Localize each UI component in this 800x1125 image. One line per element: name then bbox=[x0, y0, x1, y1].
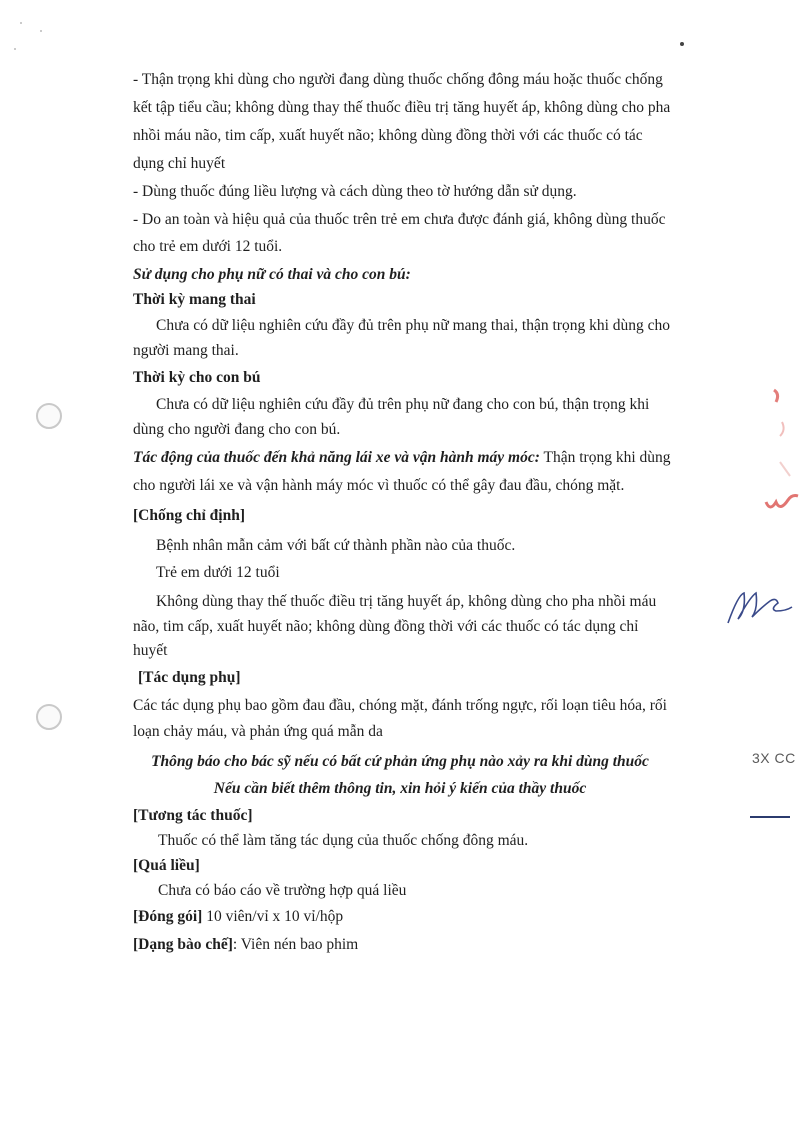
contraindication-line: huyết bbox=[133, 642, 168, 659]
pregnancy-subheading: Thời kỳ mang thai bbox=[133, 291, 256, 308]
precaution-line: kết tập tiểu cầu; không dùng thay thế thuốc điều trị tăng huyết áp, không dùng cho pha bbox=[133, 99, 671, 116]
driving-text: Thận trọng khi dùng bbox=[539, 449, 671, 466]
punch-hole-bottom bbox=[36, 704, 62, 730]
driving-heading: Tác động của thuốc đến khả năng lái xe và vận hành máy móc: bbox=[133, 449, 540, 466]
scan-speck bbox=[40, 30, 42, 32]
pregnancy-text: Chưa có dữ liệu nghiên cứu đầy đủ trên phụ nữ mang thai, thận trọng khi dùng cho bbox=[156, 317, 671, 334]
contraindication-line: Trẻ em dưới 12 tuổi bbox=[156, 564, 280, 581]
contraindication-line: Không dùng thay thế thuốc điều trị tăng huyết áp, không dùng cho pha nhồi máu bbox=[156, 593, 657, 610]
contraindication-line: não, tim cấp, xuất huyết não; không dùng đồng thời với các thuốc có tác dụng chỉ bbox=[133, 618, 639, 635]
dosage-form-line bbox=[133, 935, 358, 955]
side-effects-heading: [Tác dụng phụ] bbox=[138, 669, 241, 686]
precaution-line: dụng chỉ huyết bbox=[133, 155, 226, 172]
precaution-line: nhồi máu não, tim cấp, xuất huyết não; không dùng đồng thời với các thuốc có tác bbox=[133, 127, 643, 144]
lactation-text: dùng cho người đang cho con bú. bbox=[133, 421, 341, 438]
packaging-value: 10 viên/vỉ x 10 vỉ/hộp bbox=[202, 908, 344, 925]
overdose-heading: [Quá liều] bbox=[133, 857, 200, 874]
doctor-notice: Thông báo cho bác sỹ nếu có bất cứ phản ứng phụ nào xảy ra khi dùng thuốc bbox=[151, 753, 649, 770]
dosage-form-value: : Viên nén bao phim bbox=[232, 936, 359, 953]
interactions-text: Thuốc có thể làm tăng tác dụng của thuốc chống đông máu. bbox=[158, 832, 529, 849]
precaution-line: - Do an toàn và hiệu quả của thuốc trên trẻ em chưa được đánh giá, không dùng thuốc bbox=[133, 211, 666, 228]
packaging-label: [Đóng gói] bbox=[133, 908, 203, 925]
scan-speck bbox=[20, 22, 22, 24]
scan-dot bbox=[680, 42, 684, 46]
margin-rule bbox=[750, 816, 790, 818]
packaging-line bbox=[133, 907, 343, 927]
side-effects-text: loạn chảy máu, và phản ứng quá mẫn da bbox=[133, 723, 383, 740]
info-notice: Nếu cần biết thêm thông tin, xin hỏi ý kiến của thầy thuốc bbox=[213, 780, 587, 797]
contraindications-heading: [Chống chỉ định] bbox=[133, 507, 245, 524]
contraindication-line: Bệnh nhân mẫn cảm với bất cứ thành phần nào của thuốc. bbox=[156, 537, 516, 554]
pregnancy-text: người mang thai. bbox=[133, 342, 239, 359]
signature-fragment-icon bbox=[724, 585, 800, 631]
scan-speck bbox=[14, 48, 16, 50]
stamp-text-fragment: 3X CC bbox=[752, 750, 796, 766]
dosage-form-label: [Dạng bào chế] bbox=[133, 936, 233, 953]
pregnancy-section-heading: Sử dụng cho phụ nữ có thai và cho con bú: bbox=[133, 266, 411, 283]
driving-text: cho người lái xe và vận hành máy móc vì thuốc có thể gây đau đầu, chóng mặt. bbox=[133, 477, 625, 494]
side-effects-text: Các tác dụng phụ bao gồm đau đầu, chóng mặt, đánh trống ngực, rối loạn tiêu hóa, rối bbox=[133, 697, 667, 714]
lactation-subheading: Thời kỳ cho con bú bbox=[133, 369, 261, 386]
driving-line bbox=[133, 448, 671, 468]
interactions-heading: [Tương tác thuốc] bbox=[133, 807, 253, 824]
stamp-fragment-icon bbox=[752, 380, 800, 530]
precaution-line: - Thận trọng khi dùng cho người đang dùng thuốc chống đông máu hoặc thuốc chống bbox=[133, 71, 663, 88]
punch-hole-top bbox=[36, 403, 62, 429]
precaution-line: cho trẻ em dưới 12 tuổi. bbox=[133, 238, 283, 255]
precaution-line: - Dùng thuốc đúng liều lượng và cách dùng theo tờ hướng dẫn sử dụng. bbox=[133, 183, 577, 200]
overdose-text: Chưa có báo cáo về trường hợp quá liều bbox=[158, 882, 407, 899]
lactation-text: Chưa có dữ liệu nghiên cứu đầy đủ trên phụ nữ đang cho con bú, thận trọng khi bbox=[156, 396, 650, 413]
